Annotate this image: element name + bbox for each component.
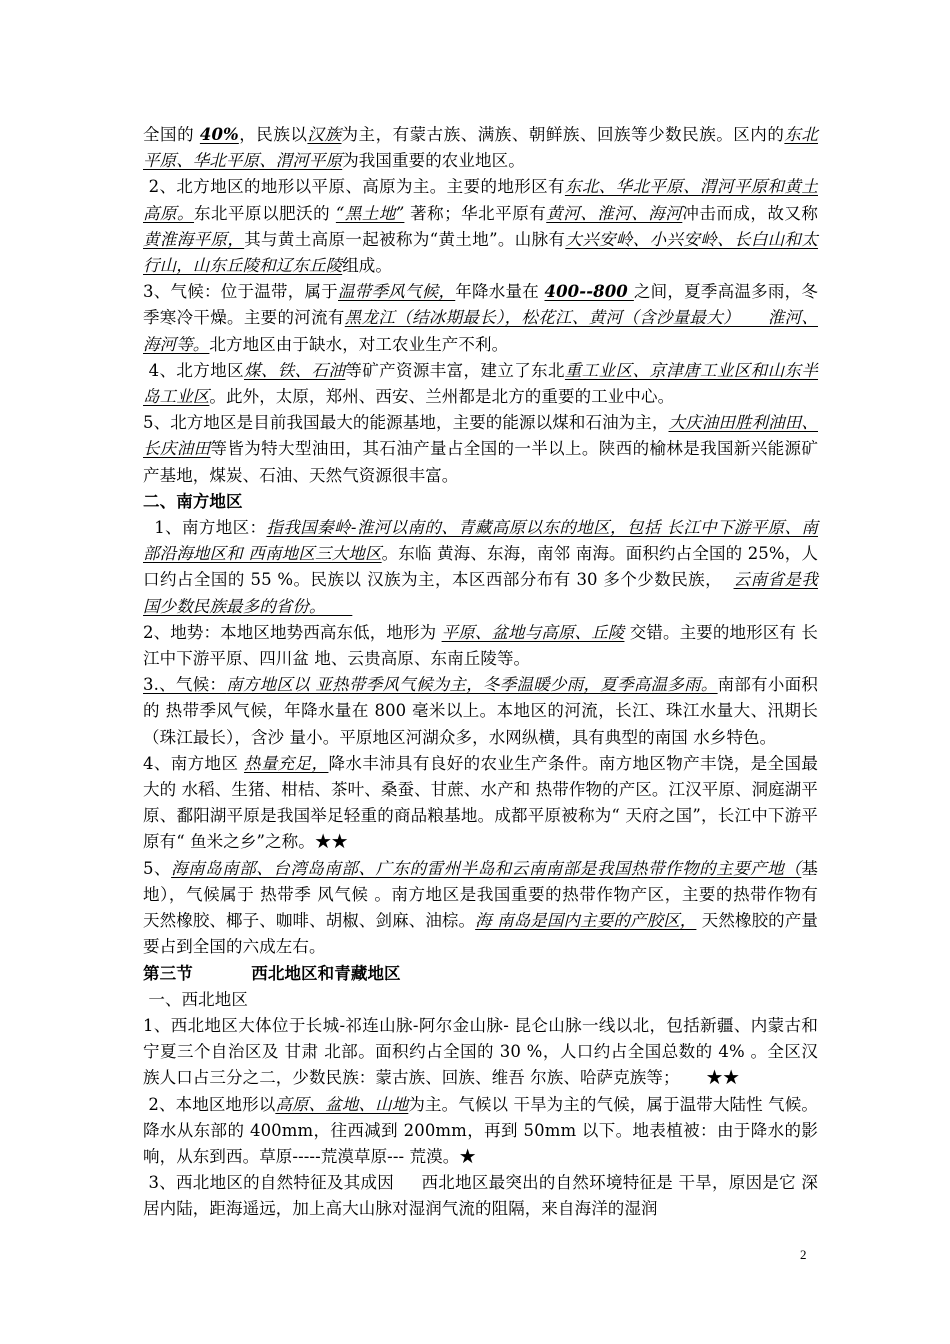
underlined-text: 温带季风气候， [338, 282, 456, 302]
underlined-text: 海南岛南部、台湾岛南部、广东的雷州半岛和云南南部是我国热带作物的主要产地（ [171, 858, 802, 878]
text-run: 组成。 [342, 256, 393, 276]
underlined-text: 海 南岛是国内主要的产胶区， [475, 911, 697, 931]
heading-text: 二、南方地区 [143, 491, 243, 511]
underlined-text: 云南省是我国少数民族最多的省份。 [143, 570, 819, 616]
paragraph [143, 1170, 818, 1222]
paragraph [143, 515, 818, 620]
paragraph [143, 174, 818, 279]
underlined-text: 黄河、淮河、海河 [546, 203, 683, 223]
paragraph [143, 1013, 824, 1092]
text-run: 3、西北地区的自然特征及其成因 西北地区最突出的自然环境特征是 干旱，原因是它 深居内陆，距海遥远，加上高大山脉对湿润气流的阻隔，来自海洋的湿润 [143, 1173, 818, 1219]
text-run: 1、西北地区大体位于长城-祁连山脉-阿尔金山脉- 昆仑山脉一线以北，包括新疆、内蒙古和 宁夏三个自治区及 甘肃 北部。面积约占全国的 30 %，人口约占全国总数的 4% 。全区汉族人口占三分之二，少数民族：蒙古族、回族、维吾 尔族、哈萨克族等； ★★ [143, 1015, 824, 1088]
underlined-text: 黄淮海平原， [143, 229, 245, 249]
text-run: 为主，有蒙古族、满族、朝鲜族、回族等少数民族。区内的 [341, 125, 785, 144]
paragraph [143, 122, 818, 174]
text-run: 天然橡胶的产量要占到全国的六成左右。 [143, 911, 819, 957]
underlined-text: 东北平原、华北平原、渭河平原 [143, 125, 819, 171]
paragraph [143, 961, 818, 987]
text-run: 等矿产资源丰富，建立了东北 [345, 360, 565, 380]
paragraph [143, 279, 818, 358]
text-run: 之间，夏季高温多雨，冬季寒冷干燥。主要的河流有 [143, 282, 818, 328]
underlined-text: 煤、铁、石油 [243, 360, 346, 380]
text-run: 基地），气候属于 热带季 风气候 。南方地区是我国重要的热带作物产区，主要的热带作物有 天然橡胶、椰子、咖啡、胡椒、剑麻、油棕。 [143, 858, 824, 931]
underlined-text: 黑龙江（结冰期最长），松花江、黄河（含沙量最大） 淮河、海河等。 [143, 308, 818, 354]
text-run: 。东临 黄海、东海，南邻 南海。面积约占全国的 25%，人口约占全国的 55 %。民族以 汉族为主，本区西部分布有 30 多个少数民族， [143, 544, 818, 590]
paragraph [143, 358, 818, 410]
text-run: 5、北方地区是目前我国最大的能源基地，主要的能源以煤和石油为主， [143, 413, 669, 433]
underlined-text: 南方地区以 亚热带季风气候为主，冬季温暖少雨，夏季高温多雨。 [226, 675, 718, 695]
text-run: 4、北方地区 [143, 360, 244, 380]
underlined-text: “黑土地” [335, 203, 405, 223]
paragraph [143, 751, 818, 856]
text-run: 年降水量在 [455, 282, 545, 302]
paragraph [143, 672, 818, 751]
underlined-text: 40% [199, 125, 239, 144]
paragraph [143, 410, 818, 489]
underlined-text: 大兴安岭、小兴安岭、长白山和太行山，山东丘陵和辽东丘陵 [143, 229, 819, 276]
text-run: 。此外，太原，郑州、西安、兰州都是北方的重要的工业中心。 [209, 387, 675, 407]
paragraph [143, 489, 818, 515]
text-run: 1、南方地区： [143, 518, 267, 538]
underlined-text: 400--800 [544, 282, 634, 302]
text-run: ，民族以 [238, 125, 308, 144]
text-run: 2、本地区地形以 [143, 1094, 276, 1114]
paragraph [143, 987, 818, 1013]
text-run: 冲击而成，故又称 [682, 203, 818, 223]
text-run: 全国的 [143, 125, 200, 144]
page-number: 2 [800, 1247, 807, 1262]
text-run: 2、北方地区的地形以平原、高原为主。主要的地形区有 [143, 177, 565, 197]
underlined-text: 3.、气候： [143, 675, 227, 695]
text-run: 降水丰沛具有良好的农业生产条件。南方地区物产丰饶，是全国最大的 水稻、生猪、柑桔、茶叶、桑蚕、甘蔗、水产和 热带作物的产区。江汉平原、洞庭湖平原、鄱阳湖平原是我国举足轻重的商品粮基地。成都平原被称为“ 天府之国”，长江中下游平原有“ 鱼米之乡”之称。★★ [143, 753, 819, 852]
text-run: 等皆为特大型油田，其石油产量占全国的一半以上。陕西的榆林是我国新兴能源矿产基地，煤炭、石油、天然气资源很丰富。 [143, 439, 818, 485]
underlined-text: 重工业区、京津唐工业区和山东半岛工业区 [143, 360, 818, 407]
text-run: 5、 [143, 858, 172, 878]
underlined-text: 高原、盆地、山地 [275, 1094, 409, 1114]
text-run: 4、南方地区 [143, 753, 244, 773]
text-run: 南部有小面积的 热带季风气候，年降水量在 800 毫米以上。本地区的河流，长江、珠江水量大、汛期长（珠江最长），含沙 量小。平原地区河湖众多，水网纵横，具有典型的南国 水乡特色。 [143, 675, 818, 747]
text-run: 其与黄土高原一起被称为“黄土地”。山脉有 [244, 229, 566, 249]
text-run: 一、西北地区 [143, 989, 248, 1009]
paragraph [143, 620, 818, 672]
text-run: 著称；华北平原有 [404, 203, 547, 223]
text-run: 东北平原以肥沃的 [194, 203, 336, 223]
text-run: 3、气候：位于温带，属于 [143, 282, 338, 302]
underlined-text: 热量充足， [243, 753, 329, 773]
text-run: 为主。气候以 干旱为主的气候，属于温带大陆性 气候。降水从东部的 400mm，往西减到 200mm，再到 50mm 以下。地表植被：由于降水的影响，从东到西。草原-----荒漠草原--- 荒漠。★ [143, 1094, 818, 1166]
underlined-text: 汉族 [307, 125, 342, 144]
text-run: 为我国重要的农业地区。 [342, 151, 525, 171]
text-run: 2、地势：本地区地势西高东低，地形为 [143, 622, 442, 642]
underlined-text: 东北、华北平原、渭河平原和黄土高原。 [143, 177, 818, 223]
heading-text: 第三节 西北地区和青藏地区 [143, 963, 401, 983]
text-run: 北方地区由于缺水，对工农业生产不利。 [209, 334, 509, 354]
paragraph [143, 856, 824, 961]
text-run: 交错。主要的地形区有 长江中下游平原、四川盆 地、云贵高原、东南丘陵等。 [143, 622, 818, 669]
underlined-text: 大庆油田胜利油田、长庆油田 [143, 413, 818, 459]
underlined-text: 指我国秦岭-淮河以南的、青藏高原以东的地区，包括 长江中下游平原、南部沿海地区和 西南地区三大地区 [143, 518, 818, 564]
document-body [143, 122, 824, 1223]
paragraph [143, 1092, 818, 1171]
underlined-text: 平原、盆地与高原、丘陵 [441, 622, 625, 642]
